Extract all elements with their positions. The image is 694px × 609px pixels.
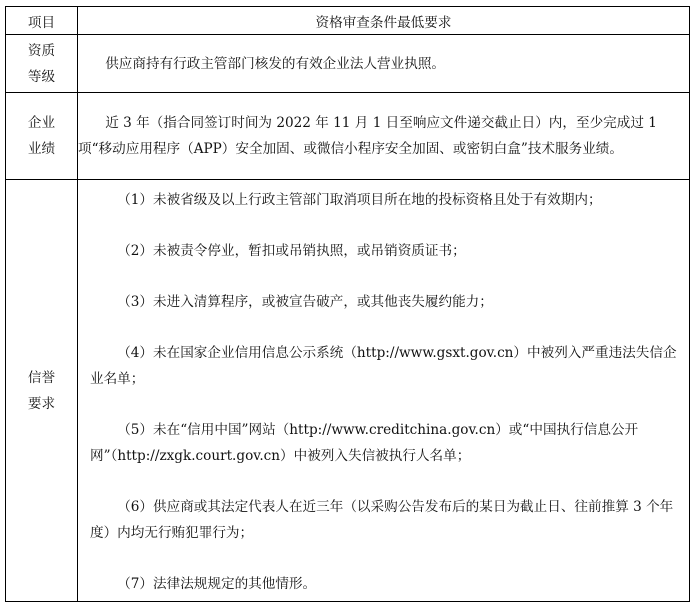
table-header-row bbox=[6, 7, 690, 35]
list-item: （2）未被责令停业，暂扣或吊销执照，或吊销资质证书； bbox=[117, 243, 466, 259]
list-item: （7）法律法规规定的其他情形。 bbox=[117, 576, 317, 592]
list-item: （1）未被省级及以上行政主管部门取消项目所在地的投标资格且处于有效期内； bbox=[117, 192, 602, 208]
row-label: 资质 等级 bbox=[6, 35, 78, 93]
row-label: 信誉 要求 bbox=[6, 180, 78, 602]
row-content: 供应商持有行政主管部门核发的有效企业法人营业执照。 bbox=[78, 35, 690, 93]
row-content bbox=[78, 180, 690, 602]
requirements-table bbox=[5, 6, 690, 602]
table-row-credit bbox=[6, 180, 690, 602]
header-requirement: 资格审查条件最低要求 bbox=[78, 7, 690, 35]
list-item: （6）供应商或其法定代表人在近三年（以采购公告发布后的某日为截止日、往前推算 3 个年度）内均无行贿犯罪行为； bbox=[90, 499, 674, 541]
header-item: 项目 bbox=[6, 7, 78, 35]
row-content: 近 3 年（指合同签订时间为 2022 年 11 月 1 日至响应文件递交截止日）内，至少完成过 1 项“移动应用程序（APP）安全加固、或微信小程序安全加固、或密钥白盒”技术服务业绩。 bbox=[78, 93, 690, 180]
table-row-performance bbox=[6, 93, 690, 180]
table-row-qualification bbox=[6, 35, 690, 93]
row-label: 企业 业绩 bbox=[6, 93, 78, 180]
list-item: （5）未在“信用中国”网站（http://www.creditchina.gov.cn）或“中国执行信息公开网”（http://zxgk.court.gov.cn）中被列入失信被执行人名单； bbox=[90, 422, 639, 464]
list-item: （3）未进入清算程序，或被宣告破产，或其他丧失履约能力； bbox=[117, 294, 493, 310]
list-item: （4）未在国家企业信用信息公示系统（http://www.gsxt.gov.cn）中被列入严重违法失信企业名单； bbox=[90, 345, 677, 387]
